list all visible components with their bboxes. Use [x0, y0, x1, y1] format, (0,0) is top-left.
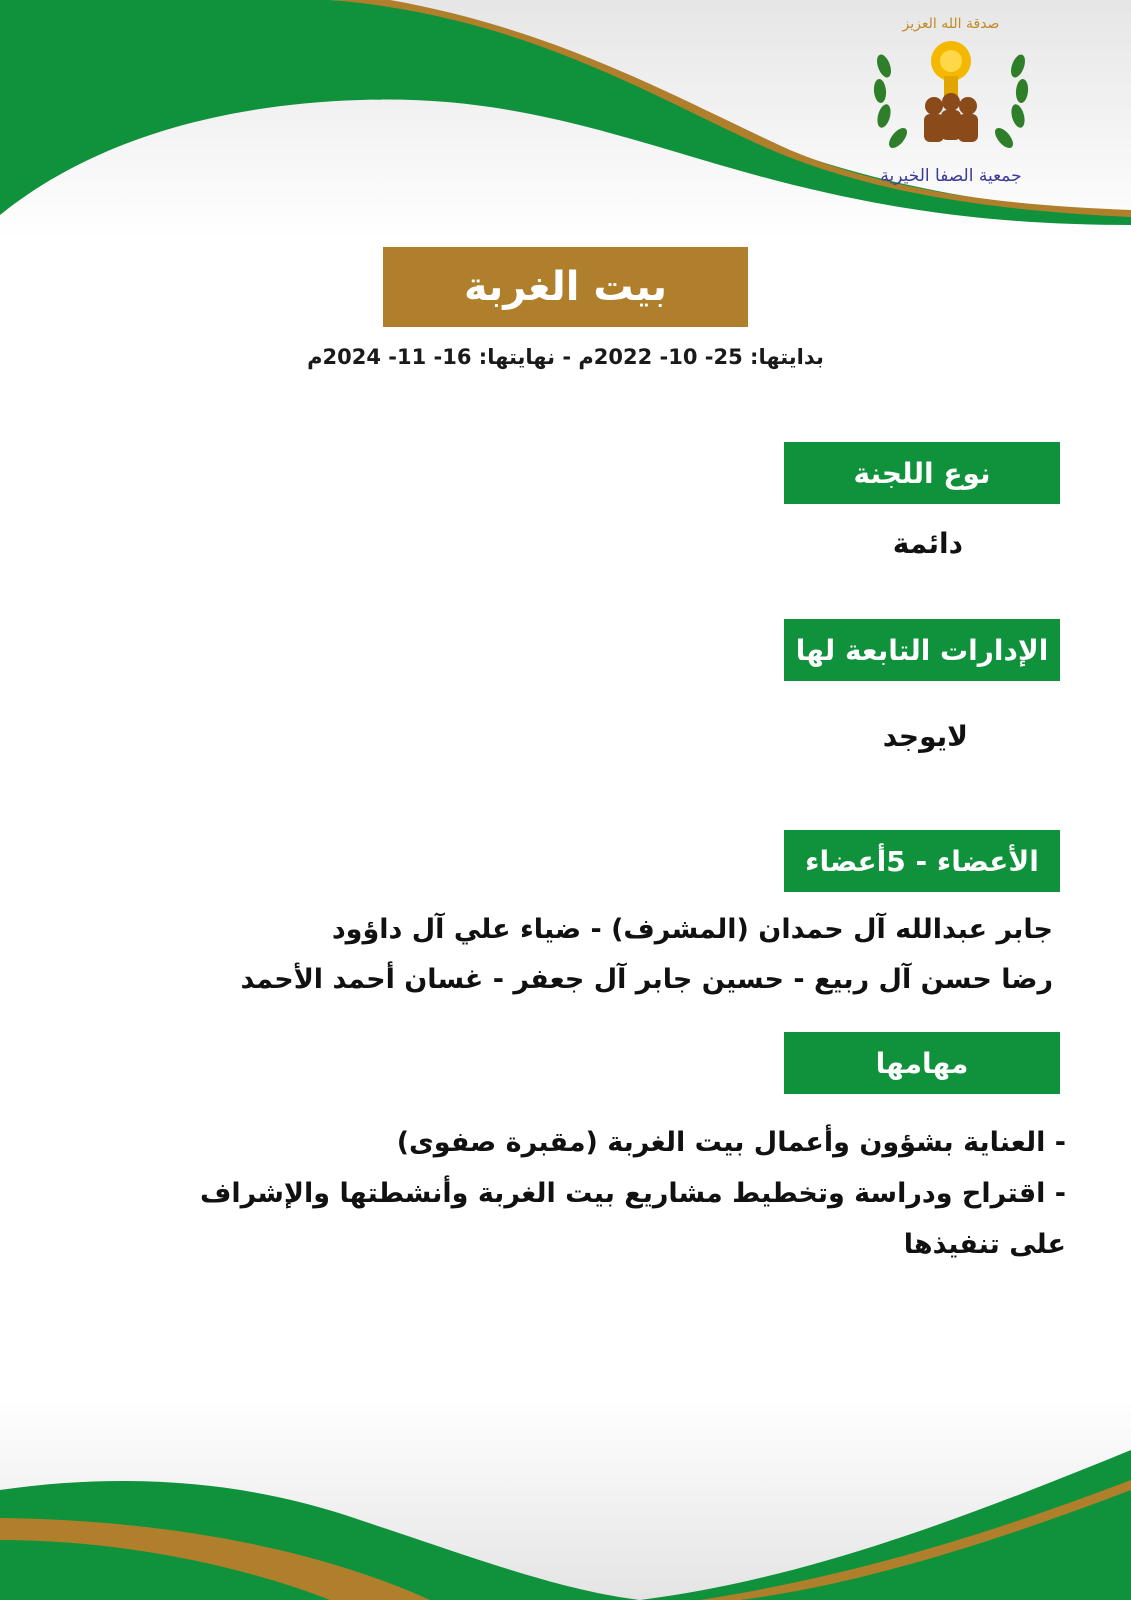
members-list	[173, 905, 1053, 1005]
task-line: - اقتراح ودراسة وتخطيط مشاريع بيت الغربة وأنشطتها والإشراف	[199, 1178, 1066, 1209]
committee-type-header-text: نوع اللجنة	[853, 456, 991, 490]
members-line: جابر عبدالله آل حمدان (المشرف) - ضياء علي آل داؤود	[331, 914, 1053, 945]
association-logo	[866, 6, 1036, 196]
members-header	[784, 830, 1060, 892]
logo-top-text: صدقة الله العزيز	[902, 16, 1000, 32]
task-line: على تنفيذها	[903, 1229, 1066, 1260]
departments-header-text: الإدارات التابعة لها	[795, 633, 1049, 667]
bottom-decorative-wave	[0, 1400, 1131, 1600]
committee-dates: بدايتها: 25- 10- 2022م - نهايتها: 16- 11- 2024م	[307, 345, 824, 369]
committee-type-value: دائمة	[892, 527, 963, 560]
tasks-header-text: مهامها	[875, 1046, 969, 1080]
members-line: رضا حسن آل ربيع - حسين جابر آل جعفر - غسان أحمد الأحمد	[240, 964, 1053, 995]
task-line: - العناية بشؤون وأعمال بيت الغربة (مقبرة صفوى)	[396, 1127, 1066, 1158]
departments-header	[784, 619, 1060, 681]
association-emblem-icon	[866, 6, 1036, 196]
page-title-text: بيت الغربة	[463, 264, 668, 310]
departments-value: لايوجد	[882, 720, 968, 753]
logo-bottom-text: جمعية الصفا الخيرية	[880, 166, 1022, 186]
tasks-list	[166, 1117, 1066, 1270]
tasks-header	[784, 1032, 1060, 1094]
committee-type-header	[784, 442, 1060, 504]
page-title	[383, 247, 748, 327]
members-header-text: الأعضاء - 5أعضاء	[805, 844, 1039, 878]
